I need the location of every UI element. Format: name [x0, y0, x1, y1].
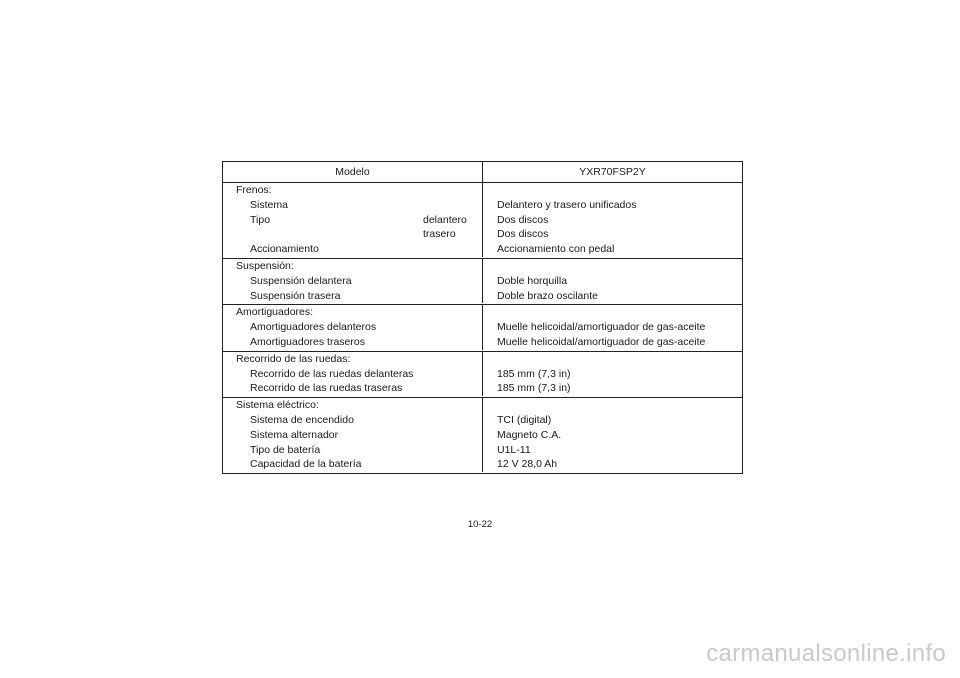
spec-label: Sistema [250, 198, 288, 211]
section-title-spacer [497, 183, 742, 198]
spec-row-label [223, 443, 482, 458]
spec-row-label [223, 213, 482, 228]
spec-value: Magneto C.A. [497, 428, 562, 441]
header-model-label: Modelo [223, 162, 483, 182]
spec-label: Sistema alternador [250, 428, 339, 441]
spec-row-label [223, 320, 482, 335]
section-title-spacer [497, 259, 742, 274]
spec-row-label [223, 335, 482, 350]
spec-value: Muelle helicoidal/amortiguador de gas-aceite [497, 321, 706, 334]
spec-row-label [223, 428, 482, 443]
section-values [483, 259, 742, 303]
spec-row-label [223, 413, 482, 428]
spec-row-label [223, 367, 482, 382]
spec-value: U1L-11 [497, 443, 531, 456]
spec-value: Delantero y trasero unificados [497, 198, 637, 211]
table-section [223, 352, 742, 398]
spec-row-label [223, 227, 482, 242]
spec-row-label [223, 242, 482, 257]
section-title: Suspensión: [236, 259, 294, 272]
table-body [223, 183, 742, 473]
spec-row-label [223, 198, 482, 213]
section-labels [223, 398, 483, 472]
spec-row-label [223, 381, 482, 396]
table-section [223, 183, 742, 259]
table-section [223, 305, 742, 351]
table-header [223, 162, 742, 183]
section-values [483, 398, 742, 472]
section-title-spacer [497, 398, 742, 413]
section-title: Recorrido de las ruedas: [236, 352, 351, 365]
spec-label: Suspensión delantera [250, 274, 352, 287]
header-model-value: YXR70FSP2Y [579, 165, 646, 178]
watermark: carmanualsonline.info [706, 640, 946, 667]
spec-label: Suspensión trasera [250, 289, 341, 302]
spec-label: Sistema de encendido [250, 413, 354, 426]
section-labels [223, 183, 483, 257]
spec-value: TCI (digital) [497, 413, 552, 426]
section-title: Sistema eléctrico: [236, 399, 319, 412]
spec-table [222, 161, 743, 474]
section-labels [223, 305, 483, 349]
spec-label: Recorrido de las ruedas traseras [250, 382, 403, 395]
spec-value: Doble horquilla [497, 274, 568, 287]
table-section [223, 259, 742, 305]
spec-value: Accionamiento con pedal [497, 243, 615, 256]
spec-label: Accionamiento [250, 243, 319, 256]
spec-label: Tipo de batería [250, 443, 321, 456]
spec-row-label [223, 274, 482, 289]
spec-label: Amortiguadores delanteros [250, 321, 377, 334]
spec-label [223, 228, 250, 240]
section-values [483, 352, 742, 396]
spec-label: Recorrido de las ruedas delanteras [250, 367, 414, 380]
spec-value: 185 mm (7,3 in) [497, 382, 571, 395]
section-values [483, 183, 742, 257]
spec-row-label [223, 457, 482, 472]
spec-value: Muelle helicoidal/amortiguador de gas-aceite [497, 335, 706, 348]
section-title: Amortiguadores: [236, 306, 314, 319]
spec-label: Capacidad de la batería [250, 458, 362, 471]
spec-row-label [223, 289, 482, 304]
spec-value: Dos discos [497, 228, 549, 241]
spec-value: 185 mm (7,3 in) [497, 367, 571, 380]
section-title-spacer [497, 352, 742, 367]
section-labels [223, 352, 483, 396]
section-title-spacer [497, 305, 742, 320]
spec-label: Amortiguadores traseros [250, 335, 365, 348]
spec-value: Dos discos [497, 213, 549, 226]
table-section [223, 398, 742, 473]
spec-label: Tipo [250, 213, 271, 226]
section-values [483, 305, 742, 349]
spec-sublabel: trasero [423, 228, 456, 241]
spec-value: 12 V 28,0 Ah [497, 458, 558, 471]
page-number: 10-22 [467, 519, 493, 530]
spec-value: Doble brazo oscilante [497, 289, 598, 302]
spec-sublabel: delantero [423, 213, 467, 226]
section-title: Frenos: [236, 184, 272, 196]
section-labels [223, 259, 483, 303]
